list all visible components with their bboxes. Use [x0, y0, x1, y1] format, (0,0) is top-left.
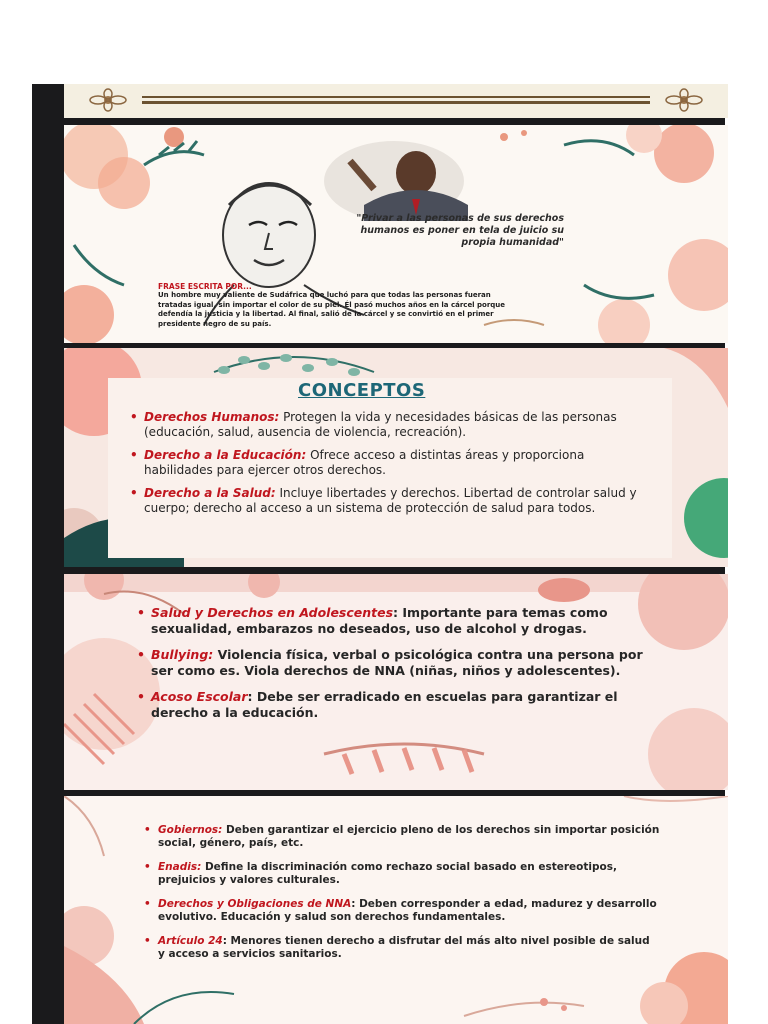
term-description: Protegen la vida y necesidades básicas de las personas (educación, salud, ausencia de violencia, recreación). [144, 410, 617, 439]
term-description: : Deben corresponder a edad, madurez y desarrollo evolutivo. Educación y salud son derechos fundamentales. [158, 898, 657, 923]
list-item [144, 410, 650, 439]
slide-quote [64, 125, 728, 343]
section-heading: CONCEPTOS [298, 380, 426, 401]
term-label: Acoso Escolar [151, 689, 248, 704]
term-description: Define la discriminación como rechazo social basado en estereotipos, prejuicios y valores culturales. [158, 861, 617, 886]
slide-gobiernos [64, 796, 728, 1024]
adolescents-list [151, 605, 651, 731]
term-description: Deben garantizar el ejercicio pleno de los derechos sin importar posición social, género, país, etc. [158, 824, 660, 849]
list-item [151, 689, 651, 720]
slide-conceptos [64, 348, 728, 567]
phrase-author-description: Un hombre muy valiente de Sudáfrica que luchó para que todas las personas fueran tratadas igual, sin importar el color de su piel. Él pasó muchos años en la cárcel porque defendía la justicia y la libertad. Al final, salió de la cárcel y se convirtió en el primer presidente negro de su país. [158, 291, 506, 328]
list-item [158, 898, 660, 924]
list-item [151, 605, 651, 636]
term-label: Bullying: [151, 647, 214, 662]
term-label: Artículo 24 [158, 935, 223, 947]
term-label: Derechos Humanos: [144, 410, 280, 424]
concepts-list [144, 410, 650, 524]
slide-adolescentes [64, 574, 728, 790]
list-item [151, 647, 651, 678]
divider-line [142, 101, 650, 104]
divider-line [142, 96, 650, 98]
term-description: Violencia física, verbal o psicológica contra una persona por ser como es. Viola derechos de NNA (niñas, niños y adolescentes). [151, 647, 643, 678]
term-label: Derechos y Obligaciones de NNA [158, 898, 352, 910]
list-item [144, 486, 650, 515]
list-item [158, 824, 660, 850]
mandela-quote: "Privar a las personas de sus derechos humanos es poner en tela de juicio su propia humanidad" [356, 213, 564, 248]
term-description: Ofrece acceso a distintas áreas y proporciona habilidades para ejercer otros derechos. [144, 448, 585, 477]
portrait-photo-icon [324, 141, 468, 221]
term-label: Derecho a la Educación: [144, 448, 307, 462]
term-label: Gobiernos: [158, 824, 223, 836]
term-label: Salud y Derechos en Adolescentes [151, 605, 394, 620]
document-frame [32, 84, 725, 1024]
term-description: : Menores tienen derecho a disfrutar del más alto nivel posible de salud y acceso a servicios sanitarios. [158, 935, 650, 960]
phrase-author-title: FRASE ESCRITA POR... [158, 282, 252, 291]
ornament-banner [64, 84, 728, 118]
term-description: : Importante para temas como sexualidad, embarazos no deseados, uso de alcohol y drogas. [151, 605, 608, 636]
rights-list [158, 824, 660, 972]
flower-ornament-icon [662, 88, 706, 112]
term-description: Incluye libertades y derechos. Libertad de controlar salud y cuerpo; derecho al acceso a un sistema de protección de salud para todos. [144, 486, 637, 515]
list-item [144, 448, 650, 477]
term-label: Enadis: [158, 861, 202, 873]
term-description: : Debe ser erradicado en escuelas para garantizar el derecho a la educación. [151, 689, 618, 720]
term-label: Derecho a la Salud: [144, 486, 276, 500]
flower-ornament-icon [86, 88, 130, 112]
list-item [158, 861, 660, 887]
list-item [158, 935, 660, 961]
